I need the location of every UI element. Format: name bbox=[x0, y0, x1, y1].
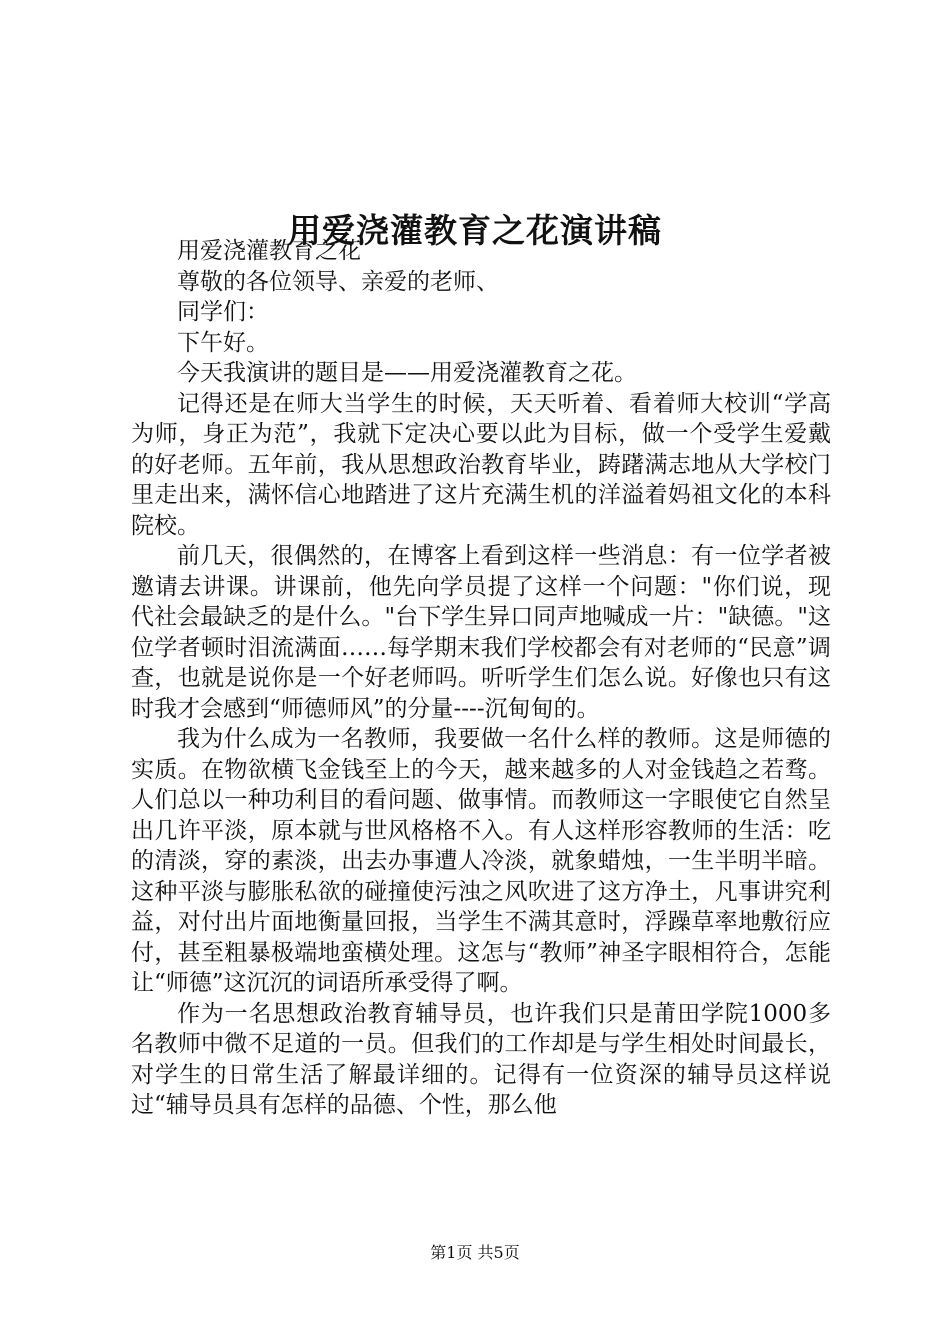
paragraph-teacher-ethics: 我为什么成为一名教师，我要做一名什么样的教师。这是师德的实质。在物欲横飞金钱至上的今天，越来越多的人对金钱趋之若骛。人们总以一种功利目的看问题、做事情。而教师这一字眼使它自然呈出几许平淡，原本就与世风格格不入。有人这样形容教师的生活：吃的清淡，穿的素淡，出去办事遭人冷淡，就象蜡烛，一生半明半暗。这种平淡与膨胀私欲的碰撞使污浊之风吹进了这方净土，凡事讲究利益，对付出片面地衡量回报，当学生不满其意时，浮躁草率地敷衍应付，甚至粗暴极端地蛮横处理。这怎与“教师”神圣字眼相符合，怎能让“师德”这沉沉的词语所承受得了啊。 bbox=[131, 726, 831, 996]
document-title: 用爱浇灌教育之花演讲稿 bbox=[288, 211, 662, 251]
paragraph-blog-story: 前几天，很偶然的，在博客上看到这样一些消息：有一位学者被邀请去讲课。讲课前，他先向学员提了这样一个问题："你们说，现代社会最缺乏的是什么。"台下学生异口同声地喊成一片："缺德。"这位学者顿时泪流满面……每学期末我们学校都会有对老师的“民意”调查，也就是说你是一个好老师吗。听听学生们怎么说。好像也只有这时我才会感到“师德师风”的分量----沉甸甸的。 bbox=[131, 543, 831, 722]
paragraph-subtitle: 用爱浇灌教育之花 bbox=[177, 238, 361, 264]
paragraph-greeting: 下午好。 bbox=[177, 329, 269, 356]
page-footer: 第1页 共5页 bbox=[430, 1243, 520, 1262]
paragraph-topic: 今天我演讲的题目是——用爱浇灌教育之花。 bbox=[177, 360, 637, 386]
document-body bbox=[131, 236, 831, 1121]
paragraph-salutation-students: 同学们： bbox=[177, 299, 269, 325]
paragraph-memory: 记得还是在师大当学生的时候，天天听着、看着师大校训“学高为师，身正为范”，我就下定决心要以此为目标，做一个受学生爱戴的好老师。五年前，我从思想政治教育毕业，踌躇满志地从大学校门里走出来，满怀信心地踏进了这片充满生机的洋溢着妈祖文化的本科院校。 bbox=[131, 390, 831, 539]
paragraph-salutation: 尊敬的各位领导、亲爱的老师、 bbox=[177, 268, 499, 295]
paragraph-counselor: 作为一名思想政治教育辅导员，也许我们只是莆田学院1000多名教师中微不足道的一员。但我们的工作却是与学生相处时间最长，对学生的日常生活了解最详细的。记得有一位资深的辅导员这样说过“辅导员具有怎样的品德、个性，那么他 bbox=[131, 1000, 831, 1118]
